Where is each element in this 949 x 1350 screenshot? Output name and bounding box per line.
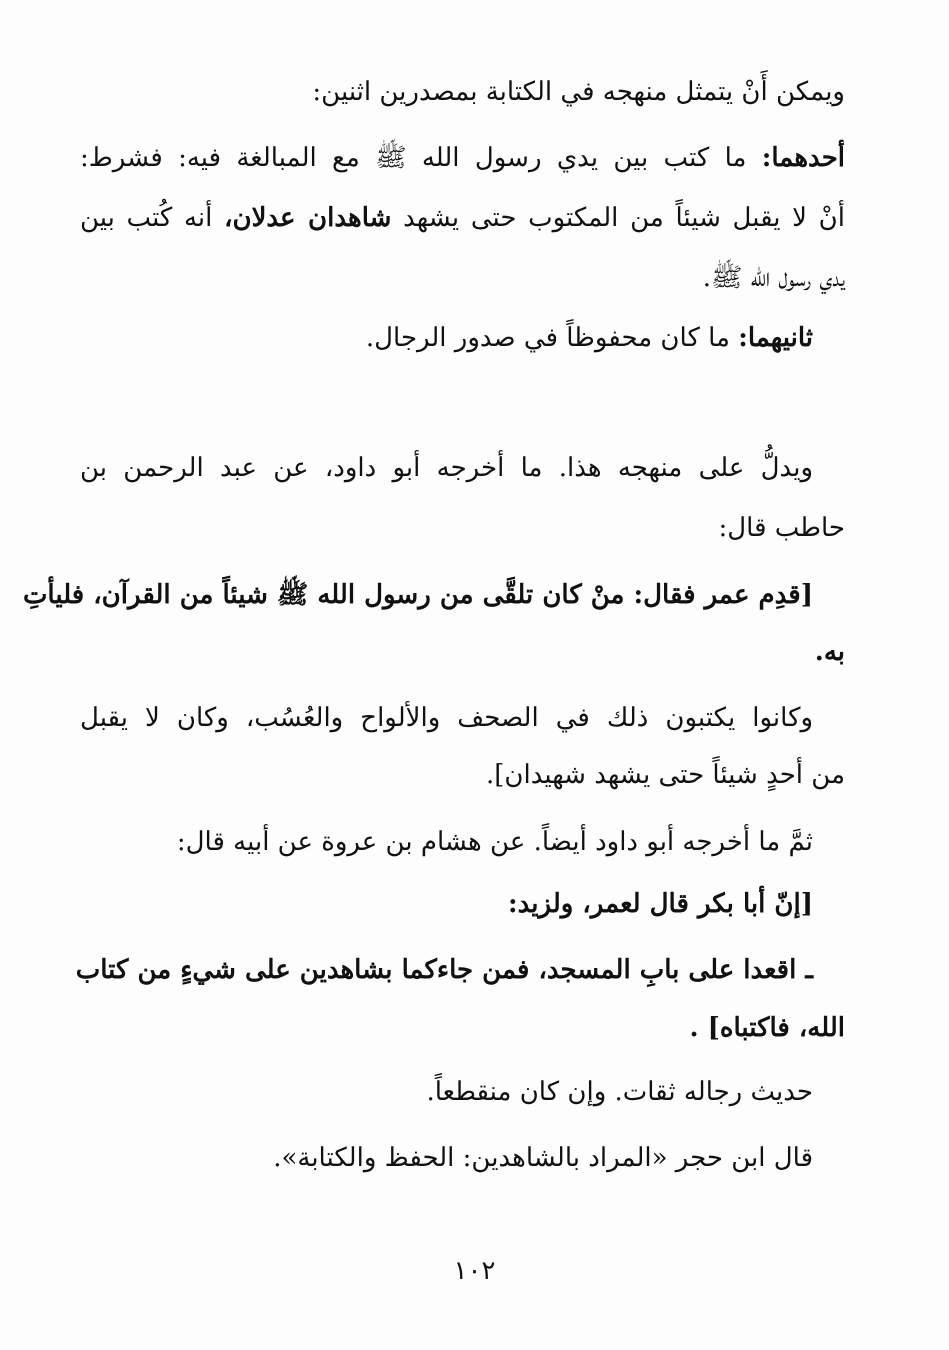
text-line: ويدلُّ على منهجه هذا. ما أخرجه أبو داود، عن عبد الرحمن بن <box>80 453 813 483</box>
text-line: حديث رجاله ثقات. وإن كان منقطعاً. <box>426 1077 813 1107</box>
page-number: ١٠٢ <box>453 1256 496 1286</box>
text-line: حاطب قال: <box>718 513 845 543</box>
inline-text: أنْ لا يقبل شيئاً من المكتوب حتى يشهد <box>391 203 845 233</box>
bold-term: أحدهما: <box>761 143 845 173</box>
text-line <box>80 198 845 238</box>
text-line: وكانوا يكتبون ذلك في الصحف والألواح والعُسُب، وكان لا يقبل <box>80 703 813 733</box>
quote-line: الله، فاكتباه] . <box>689 1013 845 1043</box>
text-line: قال ابن حجر «المراد بالشاهدين: الحفظ والكتابة». <box>273 1143 813 1173</box>
inline-text: أنه كُتب بين <box>80 203 225 233</box>
quote-line: ـ اقعدا على بابِ المسجد، فمن جاءكما بشاهدين على شيءٍ من كتاب <box>75 955 813 985</box>
text-line: ويمكن أَنْ يتمثل منهجه في الكتابة بمصدرين اثنين: <box>312 77 845 107</box>
text-line: من أحدٍ شيئاً حتى يشهد شهيدان]. <box>485 760 845 790</box>
bold-term: ثانيهما: <box>738 323 813 353</box>
quote-line: به. <box>814 637 845 667</box>
text-line: يدي رسول الله ﷺ. <box>702 263 845 293</box>
text-line <box>80 138 845 178</box>
text-line: ثمَّ ما أخرجه أبو داود أيضاً. عن هشام بن عروة عن أبيه قال: <box>176 827 813 857</box>
quote-line: [إنّ أبا بكر قال لعمر، ولزيد: <box>508 889 813 919</box>
text-line <box>366 318 813 358</box>
quote-line: [قدِم عمر فقال: منْ كان تلقَّى من رسول الله ﷺ شيئاً من القرآن، فليأتِ <box>22 580 813 610</box>
bold-term: شاهدان عدلان، <box>224 203 392 233</box>
inline-text: ما كان محفوظاً في صدور الرجال. <box>365 323 739 353</box>
inline-text: ما كتب بين يدي رسول الله ﷺ مع المبالغة فيه: فشرط: <box>80 143 762 173</box>
